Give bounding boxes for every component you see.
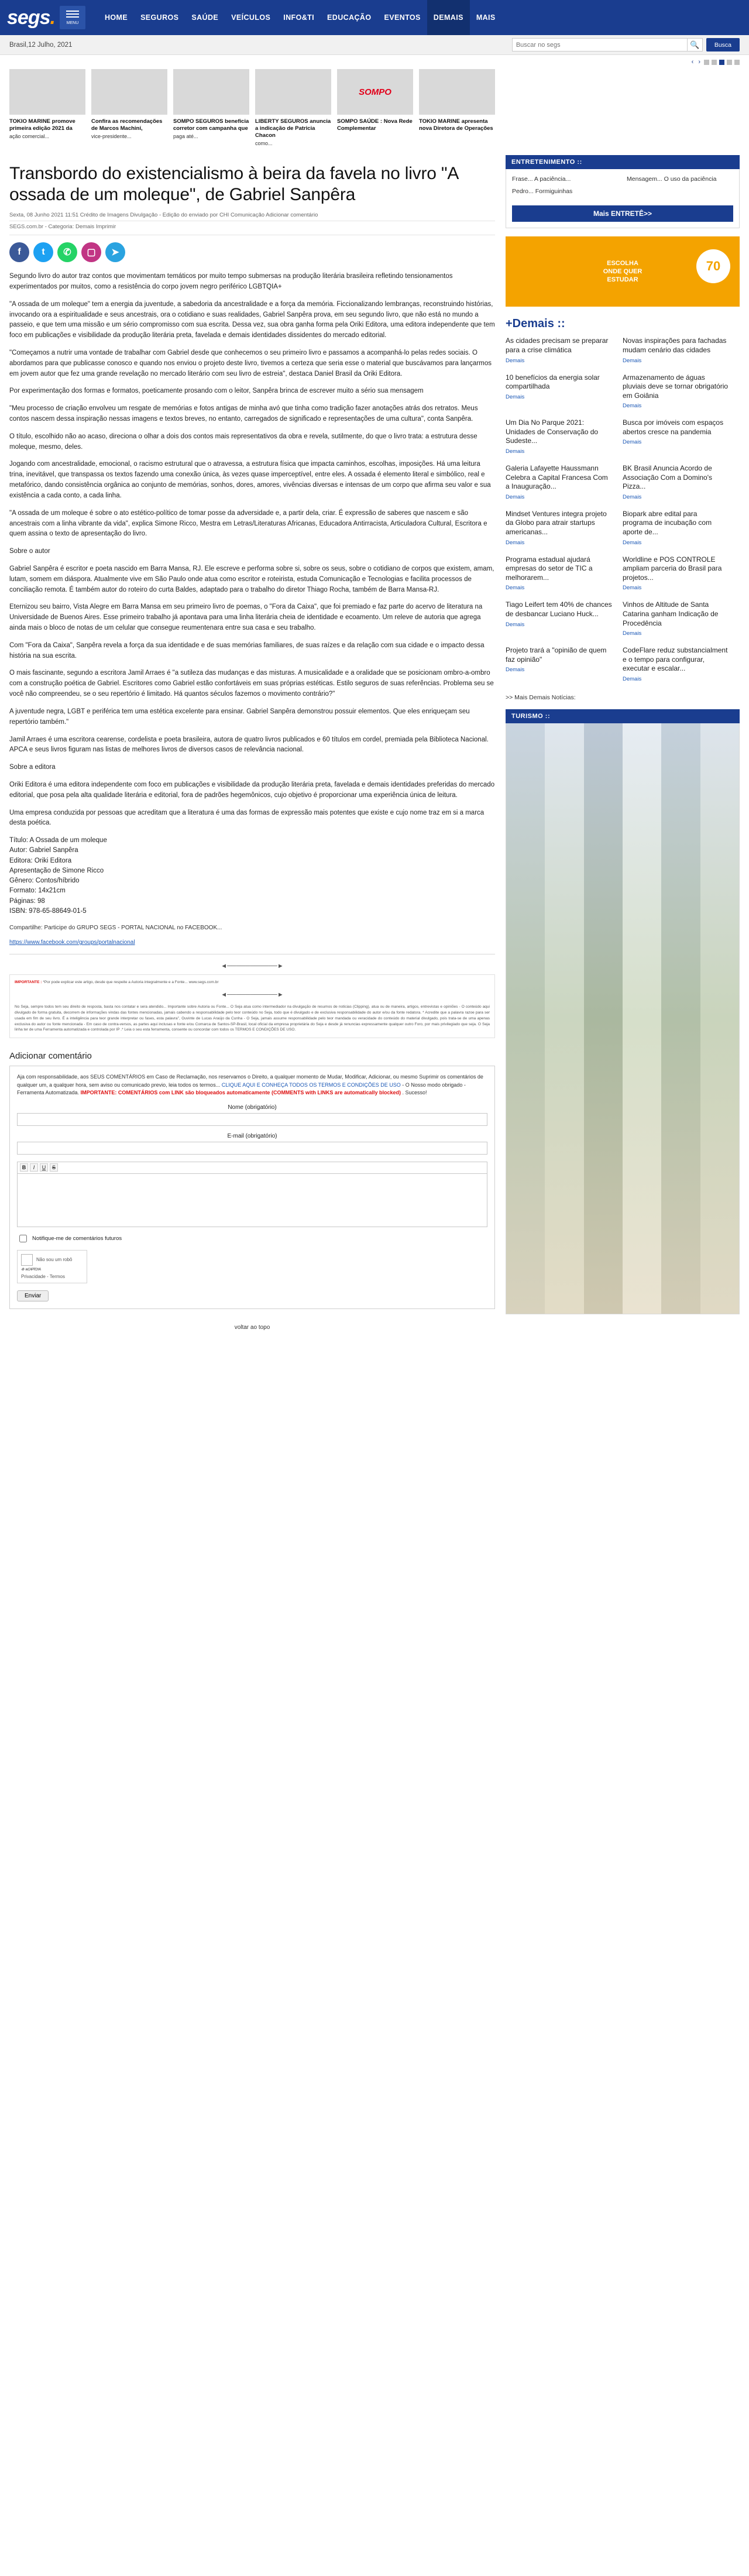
news-title: Programa estadual ajudará empresas do setor de TIC a melhorarem... (506, 555, 593, 582)
list-item[interactable] (623, 336, 729, 363)
italic-icon[interactable]: I (30, 1163, 38, 1172)
search-button[interactable]: Busca (706, 38, 740, 51)
search-icon[interactable]: 🔍 (688, 38, 703, 51)
nav-item-demais[interactable]: DEMAIS (427, 0, 470, 35)
book-info-line: Título: A Ossada de um moleque (9, 837, 107, 844)
ad-line-3: ESTUDAR (607, 276, 638, 284)
ad-line-1: ESCOLHA (607, 259, 638, 267)
nav-item-veiculos[interactable]: VEÍCULOS (231, 13, 271, 22)
news-category[interactable]: Demais (623, 493, 642, 500)
card-thumbnail-image (419, 69, 495, 115)
book-info-line: ISBN: 978-65-88649-01-5 (9, 907, 87, 915)
list-item[interactable] (623, 373, 729, 410)
search-area (512, 38, 740, 51)
recaptcha-brand-label: reCAPTCHA (25, 1268, 41, 1272)
news-category[interactable]: Demais (506, 539, 525, 546)
demais-news-grid (506, 336, 740, 692)
ad-text (603, 259, 643, 284)
comment-note-lead: Aja com responsabilidade, aos SEUS COMENTÁRIOS em Caso de Reclamação, nos reservamos o Direito, a qualquer momento de Mudar, Modificar, Adicionar, ou mesmo Suprimir os comentários de qualquer um, a qualquer hora, sem aviso ou comunicado previo, leia todos os termos... (17, 1074, 483, 1088)
carousel-dot-5[interactable] (734, 60, 740, 65)
turismo-section-header: TURISMO :: (506, 709, 740, 723)
list-item[interactable] (623, 464, 729, 500)
card-desc: paga até... (173, 133, 198, 139)
news-title: Worldline e POS CONTROLE ampliam parceria do Brasil para projetos... (623, 555, 722, 582)
card-desc: vice-presidente... (91, 133, 132, 139)
news-title: BK Brasil Anuncia Acordo de Associação Com a Domino's Pizza... (623, 464, 713, 491)
news-title: Um Dia No Parque 2021: Unidades de Conservação do Sudeste... (506, 418, 599, 445)
carousel-prev-icon[interactable]: ‹ (691, 59, 694, 66)
article-subheading: Sobre a editora (9, 764, 56, 771)
carousel-controls (0, 55, 749, 69)
card-title: LIBERTY SEGUROS anuncia a indicação de Patricia Chacon (255, 118, 331, 139)
article-paragraph: Gabriel Sanpêra é escritor e poeta nascido em Barra Mansa, RJ. Ele escreve e performa sobre si, sobre os seus, sobre o cotidiano de corpos que existem, amam, lutam, somem em diáspora. Atualmente vive em São Paulo onde atua como escritor e roteirista, estuda Comunicação e Tecnologias e facilita processos de conciliação remota. É também autor do roteiro do curta Baldes, adaptado para o trabalho do diretor Thiago Rocha, também de Barra Mansa-RJ. (9, 565, 494, 593)
twitter-icon[interactable]: t (33, 242, 53, 262)
article-paragraph: Por experimentação dos formas e formatos, poeticamente prosando com o leitor, Sanpêra brinca de escrever muito a sério sua mensagem (9, 387, 424, 395)
article-paragraph: "A ossada de um moleque" tem a energia da juventude, a sabedoria da ancestralidade e a força da memória. Ficcionalizando lembranças, reconstruindo histórias, invocando ora a espiritualidade e seus ancestrais, ora o cotidiano e suas realidades, Gabriel Sanpêra prova, em seu segundo livro, que não está no mundo a passeio, e que tem uma missão e um sério compromisso com sua escrita. Dessa vez, sua obra ganha forma pela Oriki Editora, uma editora independente que tem foco em publicações e visibilidade da produção literária preta, favelada e demais identidades dissidentes do mercado editorial. (9, 300, 495, 339)
card-thumbnail-image (9, 69, 85, 115)
featured-cards-strip (0, 69, 749, 155)
notify-label: Notifique-me de comentários futuros (32, 1235, 122, 1242)
underline-icon[interactable]: U (40, 1163, 48, 1172)
news-title: Vinhos de Altitude de Santa Catarina ganham Indicação de Procedência (623, 600, 719, 627)
nav-item-educacao[interactable]: EDUCAÇÃO (327, 13, 372, 22)
bold-icon[interactable]: B (20, 1163, 28, 1172)
decorative-mark: ◄───────────► (221, 963, 284, 970)
back-to-top-link[interactable]: voltar ao topo (234, 1324, 270, 1331)
share-group-label: Compartilhe: Participe do GRUPO SEGS - PORTAL NACIONAL no FACEBOOK... (9, 925, 222, 932)
sidebar-column (506, 155, 740, 1314)
sub-header-bar (0, 35, 749, 55)
legal-line-1: *Por pode explicar este artigo, desde que respeite a Autoria integralmente e a Fonte... www.segs.com.br (43, 980, 219, 985)
news-title: Armazenamento de águas pluviais deve se tornar obrigatório em Goiânia (623, 373, 729, 400)
comment-textarea[interactable] (17, 1173, 487, 1227)
list-item[interactable] (506, 555, 612, 592)
news-category[interactable]: Demais (506, 393, 525, 400)
list-item[interactable] (506, 336, 612, 363)
list-item[interactable] (623, 600, 729, 637)
article-paragraph: Uma empresa conduzida por pessoas que acreditam que a literatura é uma das formas de expressão mais potentes que existe e cujo nome traz em si a marca desta poética. (9, 809, 485, 827)
card-title: SOMPO SAÚDE : Nova Rede Complementar (337, 118, 413, 132)
list-item[interactable] (506, 464, 612, 500)
menu-toggle-button[interactable] (60, 6, 85, 29)
article-paragraph: "Começamos a nutrir uma vontade de trabalhar com Gabriel desde que conhecemos o seu primeiro livro e passamos a acompanhá-lo pelas redes sociais. O abordamos para que publicasse conosco e quando nos enviou o projeto deste livro, tivemos a certeza que seria esse o material que buscávamos para lançarmos em jovem autor que fez uma grande revelação no mercado literário com seu livro de estreia", destaca Daniel Brasil da Oriki Editora. (9, 349, 492, 377)
list-item[interactable] (506, 646, 612, 682)
nav-item-seguros[interactable]: SEGUROS (140, 13, 179, 22)
article-paragraph: Oriki Editora é uma editora independente com foco em publicações e visibilidade da produção literária preta, favelada e demais identidades preferidas do mercado editorial, que posa pela alta qualidade literária e editorial, fora de padrões hegemônicos, cujo objetivo é proporcionar uma experiência única de leitura. (9, 781, 495, 799)
list-item[interactable] (506, 418, 612, 455)
menu-toggle-label: MENU (66, 20, 79, 25)
article-paragraph: Segundo livro do autor traz contos que movimentam temáticos por muito tempo submersas na produção literária brasileira refletindo tensionamentos experimentados por muitos, como a resistência do corpo jovem negro periférico LGBTQIA+ (9, 273, 453, 290)
book-info-line: Gênero: Contos/híbrido (9, 877, 80, 885)
list-item[interactable]: Mensagem... O uso da paciência (627, 175, 717, 183)
card-desc: como... (255, 140, 273, 146)
comments-heading: Adicionar comentário (9, 1051, 92, 1062)
list-item[interactable] (506, 600, 612, 637)
instagram-icon[interactable]: ▢ (81, 242, 101, 262)
news-title: Tiago Leifert tem 40% de chances de desbancar Luciano Huck... (506, 600, 612, 618)
book-info-line: Autor: Gabriel Sanpêra (9, 847, 78, 854)
list-item[interactable] (623, 418, 729, 455)
notify-row (17, 1233, 487, 1244)
more-entretenimento-button[interactable]: Mais ENTRETÊ>> (512, 205, 733, 222)
recaptcha-terms[interactable]: Privacidade - Termos (21, 1273, 65, 1279)
book-info-line: Apresentação de Simone Ricco (9, 867, 104, 874)
list-item[interactable] (623, 646, 729, 682)
card-title: TOKIO MARINE apresenta nova Diretora de Operações (419, 118, 493, 132)
list-item[interactable] (506, 373, 612, 410)
recaptcha-brand (21, 1268, 78, 1272)
name-field-label: Nome (obrigatório) (228, 1104, 277, 1111)
article-paragraph: "A ossada de um moleque é sobre o ato estético-político de tomar posse da adversidade e, a partir dela, criar. É expressão de saberes que nascem e são ancestrais com a linha vibrante da vida", explica Simone Ricco, Mestra em Letras/Literaturas Africanas, Educadora Antirracista, Articuladora Cultural, Escritora e quem assina o texto de apresentação do livro. (9, 509, 487, 538)
email-field-label: E-mail (obrigatório) (227, 1132, 277, 1139)
social-share-row (9, 235, 495, 272)
primary-menu (98, 0, 502, 35)
legal-body: No Seja, sempre todos tem seu direito de resposta, basta nos contatar e sera atendido... Importante sobre Autoria ou Fonte... O Seja atua como intermediador na divulgação de resumos de noticias (Clipping), atua ou de maneira, artigos, entrevistas e opiniões - O conteúdo aqui divulgado de forma gratuita, decorrem de informações vindas das fontes mencionadas, jamais cabendo a responsabilidade pelo teor conteúdo no Seja, todo que é divulgado e de exclusiva responsabilidade do autor e/ou da fonte redatora. * Acredite que a palavra razoe para ser usada em fim de seu livro. É a inteligência para teor grande interpretar ou fases, esta palavra", Ouvinte de Lucas Araújo da Cunha - O Seja, jamais assume responsabilidade pelo teor mandada ou veracidade do conteúdo do material divulgado, pois trata-se de uma apenas exclusiva do autor ou fonte mencionada - Em caso de contra-versos, as partes aqui inclusas e fonte e/ou Comarca de Santos-SP-Brasil, local oficial da empresa proprietária do Seja e desde já renuncias expressamente qualquer outro Foro, por mais privilegiado que seja. O Seja linha ter de uma Ferramenta automatizada e controlada por IP .* Leia o seu esta ferramenta, consente ou concordar com todos os TERMOS E CONDIÇÕES DE USO. (15, 1005, 490, 1032)
featured-card[interactable] (255, 69, 331, 147)
card-thumbnail-image (255, 69, 331, 115)
featured-card[interactable] (337, 69, 413, 147)
article-paragraph: A juventude negra, LGBT e periférica tem uma estética excelente para ensinar. Gabriel Sanpêra demonstrou possuir elementos. Que eles enriqueçam seu repertório também." (9, 707, 470, 726)
article-paragraph: "Meu processo de criação envolveu um resgate de memórias e fotos antigas de minha avó que tinha como tradição fazer anotações atrás dos retratos. Meus contos nascem dessa inspiração nessas imagens e textos breves, no entanto, carregados de significado e representações de uma cultura", conta Sanpêra. (9, 405, 478, 423)
facebook-icon[interactable]: f (9, 242, 29, 262)
nav-item-mais[interactable]: MAIS (476, 13, 496, 22)
article-column (9, 155, 495, 1341)
article-paragraph: Jamil Arraes é uma escritora cearense, cordelista e poeta brasileira, autora de quatro livros publicados e 60 títulos em cordel, premiada pela Biblioteca Nacional. APCA e seus livros figuram nas listas de melhores livros de diversos casos de relevância nacional. (9, 736, 489, 754)
demais-section-title: +Demais :: (506, 317, 565, 331)
carousel-dot-1[interactable] (704, 60, 709, 65)
list-item[interactable]: Pedro... Formiguinhas (512, 188, 573, 195)
article-paragraph: Eternizou seu bairro, Vista Alegre em Barra Mansa em seu primeiro livro de poemas, o "Fora da Caixa", que foi premiado e faz parte do acervo de literatura na Universidade de Buenos Aires. Esse primeiro trabalho já apontava para uma linha literária cheia de identidade e ecoamento. Um releve de autoria que agrega ainda mais o bloco de notas de um celular que consegue reumentenara entre sua casa e seu trabalho. (9, 603, 483, 631)
card-thumbnail-image (173, 69, 249, 115)
list-item[interactable] (623, 555, 729, 592)
recaptcha-widget[interactable] (17, 1250, 87, 1283)
card-title: Confira as recomendações de Marcos Machiní, (91, 118, 163, 132)
featured-card[interactable] (91, 69, 167, 147)
nav-item-home[interactable]: HOME (104, 13, 128, 22)
nav-item-saude[interactable]: SAÚDE (191, 13, 219, 22)
list-item[interactable] (623, 510, 729, 546)
news-title: As cidades precisam se preparar para a crise climática (506, 336, 609, 354)
page-title: Transbordo do existencialismo à beira da favela no livro "A ossada de um moleque", de Gabriel Sanpêra (9, 163, 458, 205)
article-meta-secondary: SEGS.com.br - Categoria: Demais Imprimir (9, 221, 495, 235)
book-info-line: Páginas: 98 (9, 897, 45, 905)
entretenimento-section-body (506, 169, 740, 228)
search-input[interactable] (512, 38, 688, 51)
news-title: Galeria Lafayette Haussmann Celebra a Capital Francesa Com a Inauguração... (506, 464, 608, 491)
nav-item-eventos[interactable]: EVENTOS (384, 13, 421, 22)
strikethrough-icon[interactable]: S (50, 1163, 58, 1172)
recaptcha-checkbox[interactable] (21, 1254, 33, 1266)
recaptcha-label: Não sou um robô (36, 1257, 73, 1263)
carousel-next-icon[interactable]: › (698, 59, 700, 66)
ad-badge: 70 (696, 249, 730, 283)
news-title: Biopark abre edital para programa de incubação com aporte de... (623, 509, 712, 537)
comment-note-mid: - O Nosso modo obrigado - Ferramenta Automatizada. (17, 1081, 466, 1096)
whatsapp-icon[interactable]: ✆ (57, 242, 77, 262)
comment-note-warning: IMPORTANTE: COMENTÁRIOS com LINK são bloqueados automaticamente (COMMENTS with LINKS are automatically blocked) (80, 1090, 403, 1096)
article-paragraph: O título, escolhido não ao acaso, direciona o olhar a dois dos contos mais representativos da obra e revela, sutilmente, do que o livro trata: a estrutura desse moleque, mesmo, deles. (9, 432, 477, 451)
facebook-group-link[interactable]: https://www.facebook.com/groups/portalnacional (9, 939, 135, 946)
article-meta: Sexta, 08 Junho 2021 11:51 Crédito de Imagens Divulgação - Edição do enviado por CHI Comunicação Adicionar comentário (9, 212, 495, 221)
submit-comment-button[interactable]: Enviar (17, 1290, 49, 1301)
news-category[interactable]: Demais (623, 439, 642, 446)
news-category[interactable]: Demais (623, 630, 642, 637)
site-logo[interactable]: segs. (7, 6, 55, 29)
article-paragraph: Com "Fora da Caixa", Sanpêra revela a força da sua identidade e de suas memórias familiares, de suas raízes e da relação com sua cidade e o impacto dessa história na sua escrita. (9, 641, 485, 660)
news-category[interactable]: Demais (623, 675, 642, 682)
comment-form (9, 1066, 495, 1309)
book-info-line: Editora: Oriki Editora (9, 857, 72, 864)
article-paragraph: Jogando com ancestralidade, emocional, o racismo estrutural que o atravessa, a estrutura física que impacta caminhos, escolhas, imposições. Há uma leitura trina, inevitável, que transpassa os textos fazendo uma conexão única, às vezes quase imperceptível, entre eles. A ossada é elemento literal e simbólico, real e metafórico, dando consistência orgânica ao conjunto de memórias, sonhos, dores, amores, vivências diversas e intensas de um corpo que afirma seu valor e sua existência a cada conto, a cada linha. (9, 461, 491, 499)
comment-terms-note (17, 1073, 487, 1097)
card-desc: ação comercial... (9, 133, 50, 139)
news-category[interactable]: Demais (506, 585, 525, 592)
featured-card[interactable] (419, 69, 495, 147)
recaptcha-icon: ♻ (21, 1268, 24, 1272)
turismo-section-body (506, 723, 740, 1314)
news-title: Projeto trará a "opinião de quem faz opinião" (506, 646, 607, 664)
decorative-mark-2: ◄───────────► (221, 991, 284, 998)
card-thumbnail-image (337, 69, 413, 115)
news-title: Busca por imóveis com espaços abertos cresce na pandemia (623, 418, 724, 436)
advertisement-banner[interactable] (506, 236, 740, 307)
card-title: SOMPO SEGUROS beneficia corretor com campanha que (173, 118, 249, 132)
more-demais-link[interactable]: >> Mais Demais Notícias: (506, 693, 576, 701)
news-title: Novas inspirações para fachadas mudam cenário das cidades (623, 336, 727, 354)
legal-important-label: IMPORTANTE : (15, 980, 42, 985)
news-category[interactable]: Demais (506, 667, 525, 674)
news-title: 10 benefícios da energia solar compartilhada (506, 373, 600, 391)
news-category[interactable]: Demais (623, 357, 642, 364)
telegram-icon[interactable]: ➤ (105, 242, 125, 262)
carousel-dot-2[interactable] (712, 60, 717, 65)
news-category[interactable]: Demais (623, 585, 642, 592)
card-title: TOKIO MARINE promove primeira edição 2021 da (9, 118, 75, 132)
top-navigation-bar (0, 0, 749, 35)
book-info-line: Formato: 14x21cm (9, 887, 66, 895)
entretenimento-list-right (627, 175, 733, 200)
email-input[interactable] (17, 1142, 487, 1155)
name-input[interactable] (17, 1113, 487, 1126)
entretenimento-section-header: ENTRETENIMENTO :: (506, 155, 740, 169)
ad-line-2: ONDE QUER (603, 268, 643, 276)
card-thumbnail-image (91, 69, 167, 115)
news-title: Mindset Ventures integra projeto da Globo para atrair startups americanas... (506, 509, 607, 537)
news-category[interactable]: Demais (506, 357, 525, 364)
featured-card[interactable] (9, 69, 85, 147)
comment-note-end: . Sucesso! (402, 1090, 427, 1096)
comment-terms-link[interactable]: CLIQUE AQUI E CONHEÇA TODOS OS TERMOS E CONDIÇÕES DE USO (221, 1081, 401, 1088)
news-category[interactable]: Demais (506, 448, 525, 455)
editor-toolbar (17, 1162, 487, 1173)
carousel-dot-3[interactable] (719, 60, 724, 65)
sompo-logo-icon: SOMPO (359, 87, 391, 97)
date-line: Brasil,12 Julho, 2021 (9, 41, 73, 49)
carousel-dot-4[interactable] (727, 60, 732, 65)
article-subheading: Sobre o autor (9, 548, 50, 555)
nav-item-infoti[interactable]: INFO&TI (283, 13, 315, 22)
news-category[interactable]: Demais (623, 403, 642, 410)
list-item[interactable] (506, 510, 612, 546)
news-category[interactable]: Demais (506, 493, 525, 500)
entretenimento-list-left (512, 175, 619, 200)
legal-disclaimer (9, 974, 495, 1038)
article-body (9, 272, 495, 946)
article-paragraph: O mais fascinante, segundo a escritora Jamil Arraes é "a sutileza das mudanças e das misturas. A musicalidade e a oralidade que se posicionam ombro-a-ombro com a construção poética de Gabriel. Escritores como Gabriel estão confortáveis em suas próprias estéticas. Estilo seguros de suas referências. Problema seu se você não compreendeu, se o seu repertório é limitado. Há quantos séculos fazemos o movimento contrário?" (9, 669, 494, 698)
list-item[interactable]: Frase... A paciência... (512, 175, 571, 183)
news-category[interactable]: Demais (623, 539, 642, 546)
notify-checkbox[interactable] (19, 1235, 27, 1242)
featured-card[interactable] (173, 69, 249, 147)
news-title: CodeFlare reduz substancialment e o tempo para configurar, executar e escalar... (623, 646, 728, 673)
news-category[interactable]: Demais (506, 621, 525, 628)
